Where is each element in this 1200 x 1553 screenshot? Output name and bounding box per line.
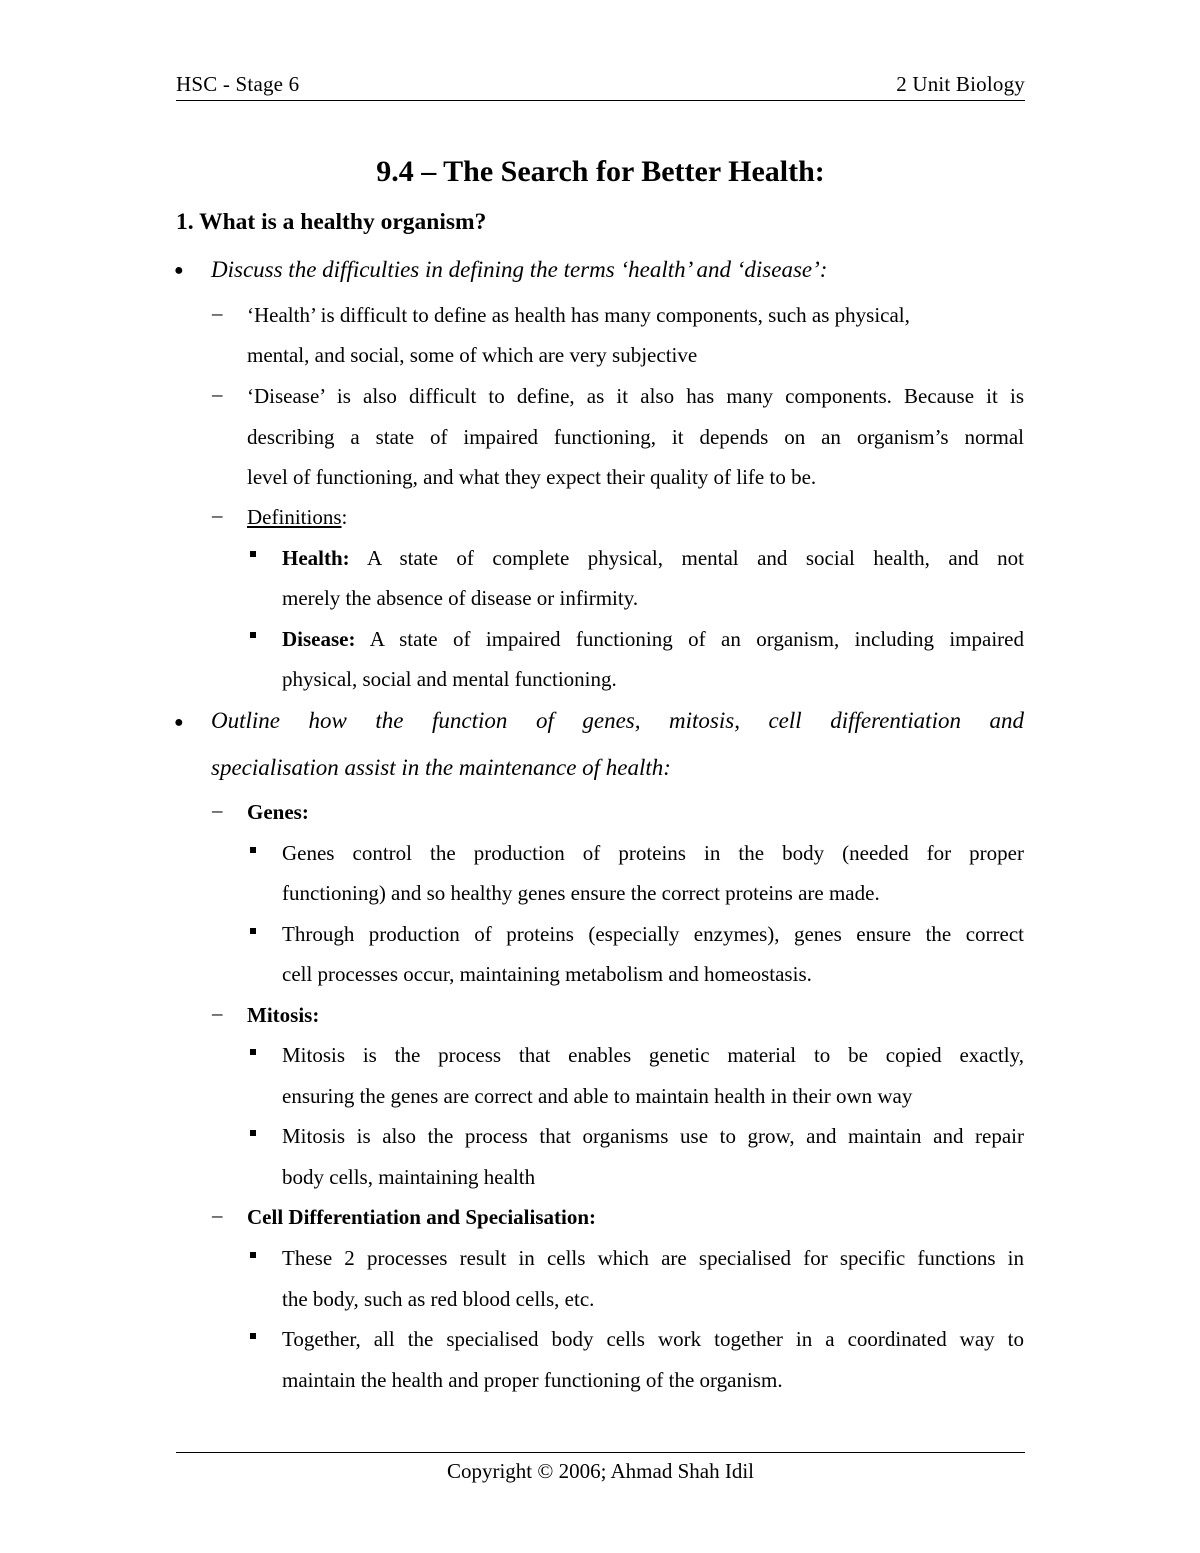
square-bullet-icon (250, 632, 256, 638)
def-health-text: A state of complete physical, mental and social health, and not (366, 546, 1024, 570)
mitosis-bullet-2-line-1: Mitosis is also the process that organisms use to grow, and maintain and repair (282, 1124, 1024, 1148)
header-right: 2 Unit Biology (896, 72, 1025, 96)
square-bullet-icon (250, 847, 256, 853)
square-bullet-icon (250, 551, 256, 557)
health-text-line-2: mental, and social, some of which are very subjective (247, 343, 698, 367)
dash-icon: – (212, 1203, 223, 1227)
definitions-label (247, 503, 347, 531)
dash-icon: – (212, 503, 223, 527)
cell-bullet-1-line-1: These 2 processes result in cells which are specialised for specific functions in (282, 1246, 1024, 1270)
page-title: 9.4 – The Search for Better Health: (376, 155, 825, 188)
section-heading: 1. What is a healthy organism? (176, 209, 487, 235)
genes-bullet-1-line-1: Genes control the production of proteins in the body (needed for proper (282, 841, 1024, 865)
square-bullet-icon (250, 1049, 256, 1055)
genes-bullet-2-line-2: cell processes occur, maintaining metabolism and homeostasis. (282, 962, 812, 986)
genes-bullet-2-line-1: Through production of proteins (especially enzymes), genes ensure the correct (282, 922, 1024, 946)
dash-icon: – (212, 1001, 223, 1025)
def-disease-line-1 (282, 625, 1024, 653)
health-text-line-1 (247, 301, 1024, 329)
copyright-text: Copyright © 2006; Ahmad Shah Idil (446, 1459, 755, 1483)
topic-heading-2-line-1: Outline how the function of genes, mitosis, cell differentiation and (211, 708, 1024, 733)
square-bullet-icon (250, 928, 256, 934)
square-bullet-icon (250, 1130, 256, 1136)
def-disease-line-2: physical, social and mental functioning. (282, 667, 617, 691)
page-footer (176, 1452, 1025, 1483)
mitosis-bullet-2-line-2: body cells, maintaining health (282, 1165, 536, 1189)
def-disease-text: A state of impaired functioning of an organism, including impaired (369, 627, 1024, 651)
mitosis-bullet-1-line-2: ensuring the genes are correct and able to maintain health in their own way (282, 1084, 913, 1108)
dash-icon: – (212, 301, 223, 325)
cell-diff-label: Cell Differentiation and Specialisation: (247, 1205, 597, 1229)
cell-bullet-1-line-2: the body, such as red blood cells, etc. (282, 1287, 595, 1311)
def-disease-term: Disease: (282, 627, 356, 651)
def-health-line-2: merely the absence of disease or infirmity. (282, 586, 639, 610)
square-bullet-icon (250, 1333, 256, 1339)
definitions-underlined: Definitions (247, 505, 342, 529)
dash-icon: – (212, 382, 223, 406)
cell-bullet-2-line-1: Together, all the specialised body cells work together in a coordinated way to (282, 1327, 1024, 1351)
def-health-term: Health: (282, 546, 350, 570)
header-left: HSC - Stage 6 (176, 72, 300, 96)
disease-text-line-2: describing a state of impaired functioning, it depends on an organism’s normal (247, 425, 1024, 449)
mitosis-bullet-1-line-1: Mitosis is the process that enables genetic material to be copied exactly, (282, 1043, 1024, 1067)
dash-icon: – (212, 798, 223, 822)
topic-heading-2-line-2: specialisation assist in the maintenance of health: (211, 755, 671, 780)
mitosis-label: Mitosis: (247, 1003, 320, 1027)
bullet-icon: ● (174, 262, 184, 279)
disease-text-line-3: level of functioning, and what they expect their quality of life to be. (247, 465, 817, 489)
square-bullet-icon (250, 1252, 256, 1258)
bullet-icon: ● (174, 714, 184, 731)
page-header (176, 70, 1025, 101)
def-health-line-1 (282, 544, 1024, 572)
definitions-colon: : (341, 505, 348, 529)
cell-bullet-2-line-2: maintain the health and proper functioning of the organism. (282, 1368, 783, 1392)
disease-text-line-1: ‘Disease’ is also difficult to define, as it also has many components. Because it is (247, 384, 1024, 408)
genes-label: Genes: (247, 800, 309, 824)
genes-bullet-1-line-2: functioning) and so healthy genes ensure the correct proteins are made. (282, 881, 880, 905)
text: ‘Health’ is difficult to define as health has many components, such as physical, (247, 303, 910, 327)
topic-heading-1: Discuss the difficulties in defining the terms ‘health’ and ‘disease’: (211, 257, 828, 282)
